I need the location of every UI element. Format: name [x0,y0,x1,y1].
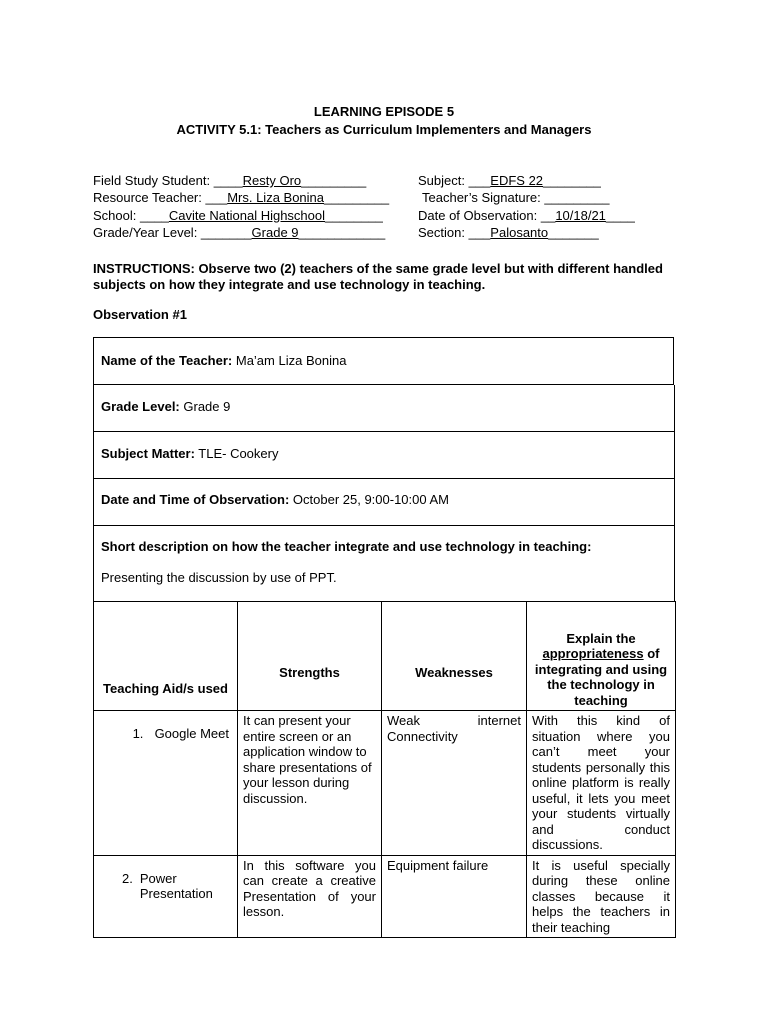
grade-level-value: Grade 9 [179,399,231,414]
grade-line: Grade/Year Level: _______Grade 9____________ [93,225,386,240]
header-weaknesses: Weaknesses [382,602,527,711]
grade-level-row [93,385,675,432]
signature-line: Teacher’s Signature: _________ [422,190,610,205]
explain-cell: It is useful specially during these online classes because it helps the teachers in their teaching [527,855,676,938]
subject-value: EDFS 22 [490,173,544,188]
teaching-aid-table [93,601,676,938]
resource-value: Mrs. Liza Bonina [227,190,325,205]
subject-matter-value: TLE- Cookery [194,446,279,461]
header-aid: Teaching Aid/s used [94,602,238,711]
date-value: 10/18/21 [555,208,606,223]
table-row [94,711,676,856]
student-line: Field Study Student: ____Resty Oro_________ [93,173,367,188]
weaknesses-cell: Equipment failure [382,855,527,938]
date-line: Date of Observation: __10/18/21____ [418,208,635,223]
description-row [93,526,675,602]
teacher-label: Name of the Teacher: [101,353,233,368]
header-strengths: Strengths [238,602,382,711]
activity-title: ACTIVITY 5.1: Teachers as Curriculum Implementers and Managers [176,122,592,137]
header-explain: Explain the appropriateness of integrating and using the technology in teaching [527,602,676,711]
table-row [94,855,676,938]
subject-matter-row [93,432,675,479]
datetime-value: October 25, 9:00-10:00 AM [289,492,450,507]
datetime-label: Date and Time of Observation: [101,492,290,507]
section-value: Palosanto [490,225,549,240]
episode-title: LEARNING EPISODE 5 [313,104,455,119]
description-value: Presenting the discussion by use of PPT. [101,570,337,585]
school-line: School: ____Cavite National Highschool________ [93,208,383,223]
resource-line: Resource Teacher: ___Mrs. Liza Bonina_________ [93,190,390,205]
table-header-row [94,602,676,711]
subject-matter-label: Subject Matter: [101,446,195,461]
subject-line: Subject: ___EDFS 22________ [418,173,601,188]
explain-cell: With this kind of situation where you can’t meet your students personally this online platform is really useful, it lets you meet your students virtually and conduct discussions. [527,711,676,856]
weaknesses-cell: Weak internet Connectivity [382,711,527,856]
school-value: Cavite National Highschool [168,208,326,223]
aid-cell: 2. Power Presentation [94,855,238,938]
teacher-value: Ma’am Liza Bonina [232,353,347,368]
student-value: Resty Oro [242,173,302,188]
observation-label: Observation #1 [93,307,187,322]
aid-cell: 1. Google Meet [94,711,238,856]
teacher-row [93,337,674,385]
section-line: Section: ___Palosanto_______ [418,225,599,240]
grade-level-label: Grade Level: [101,399,180,414]
datetime-row [93,479,675,526]
instructions: INSTRUCTIONS: Observe two (2) teachers of the same grade level but with different handled subjects on how they integrate and use technology in teaching. [93,261,663,292]
strengths-cell: It can present your entire screen or an application window to share presentations of your lesson during discussion. [238,711,382,856]
strengths-cell: In this software you can create a creative Presentation of your lesson. [238,855,382,938]
grade-value: Grade 9 [251,225,299,240]
description-label: Short description on how the teacher integrate and use technology in teaching: [101,539,592,554]
